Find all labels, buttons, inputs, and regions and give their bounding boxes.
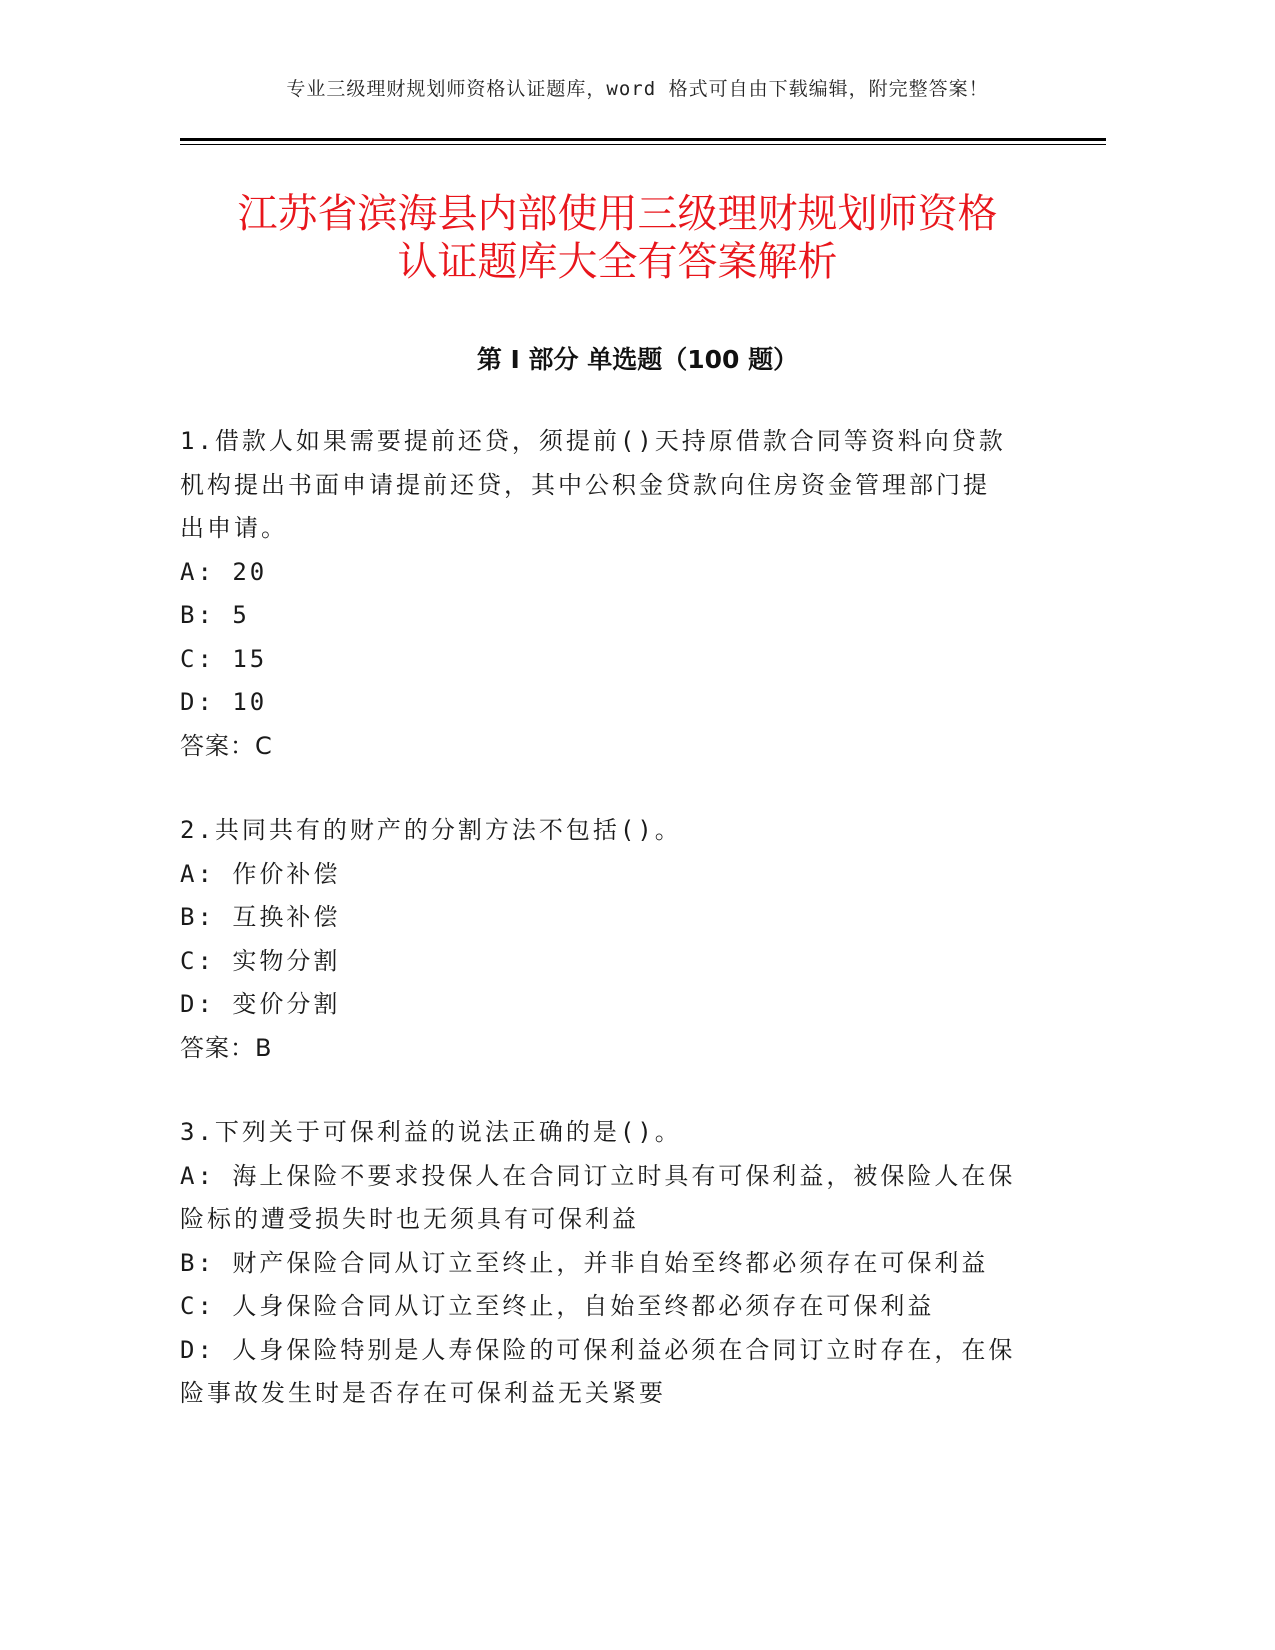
answer: 答案：B	[180, 1033, 273, 1062]
option-c: C: 实物分割	[180, 946, 341, 975]
stem-line: 1.借款人如果需要提前还贷，须提前()天持原借款合同等资料向贷款	[180, 427, 1006, 455]
header-rule-thin	[180, 144, 1106, 145]
option-d: D: 10	[180, 688, 268, 716]
option-line: D: 人身保险特别是人寿保险的可保利益必须在合同订立时存在，在保	[180, 1335, 1016, 1364]
answer: 答案：C	[180, 731, 273, 760]
option-a	[180, 1155, 1030, 1242]
option-d	[180, 1329, 1030, 1416]
question-3	[180, 1111, 1030, 1416]
stem-line: 2.共同共有的财产的分割方法不包括()。	[180, 816, 682, 844]
question-list	[180, 420, 1030, 1457]
page-header: 专业三级理财规划师资格认证题库，word 格式可自由下载编辑，附完整答案！	[286, 78, 989, 100]
stem-line: 3.下列关于可保利益的说法正确的是()。	[180, 1118, 682, 1146]
option-b: B: 5	[180, 601, 250, 629]
document-title	[150, 190, 1085, 286]
section-title: 第 I 部分 单选题（100 题）	[476, 345, 799, 374]
question-1	[180, 420, 1030, 768]
header-rule-thick	[180, 138, 1106, 141]
stem-line: 出申请。	[180, 514, 288, 542]
option-a: A: 20	[180, 557, 268, 586]
option-line: A: 海上保险不要求投保人在合同订立时具有可保利益，被保险人在保	[180, 1161, 1016, 1190]
title-line-2: 认证题库大全有答案解析	[397, 239, 838, 285]
option-a: A: 作价补偿	[180, 859, 341, 888]
option-c: C: 15	[180, 644, 268, 673]
option-c: C: 人身保险合同从订立至终止，自始至终都必须存在可保利益	[180, 1292, 935, 1320]
option-d: D: 变价分割	[180, 990, 341, 1018]
question-stem	[180, 809, 1030, 853]
option-line: 险事故发生时是否存在可保利益无关紧要	[180, 1379, 666, 1407]
question-stem	[180, 420, 1030, 551]
option-b: B: 互换补偿	[180, 903, 341, 931]
question-2	[180, 809, 1030, 1070]
option-b: B: 财产保险合同从订立至终止，并非自始至终都必须存在可保利益	[180, 1248, 989, 1277]
stem-line: 机构提出书面申请提前还贷，其中公积金贷款向住房资金管理部门提	[180, 470, 990, 499]
option-line: 险标的遭受损失时也无须具有可保利益	[180, 1205, 639, 1233]
question-stem	[180, 1111, 1030, 1155]
title-line-1: 江苏省滨海县内部使用三级理财规划师资格	[237, 191, 998, 237]
